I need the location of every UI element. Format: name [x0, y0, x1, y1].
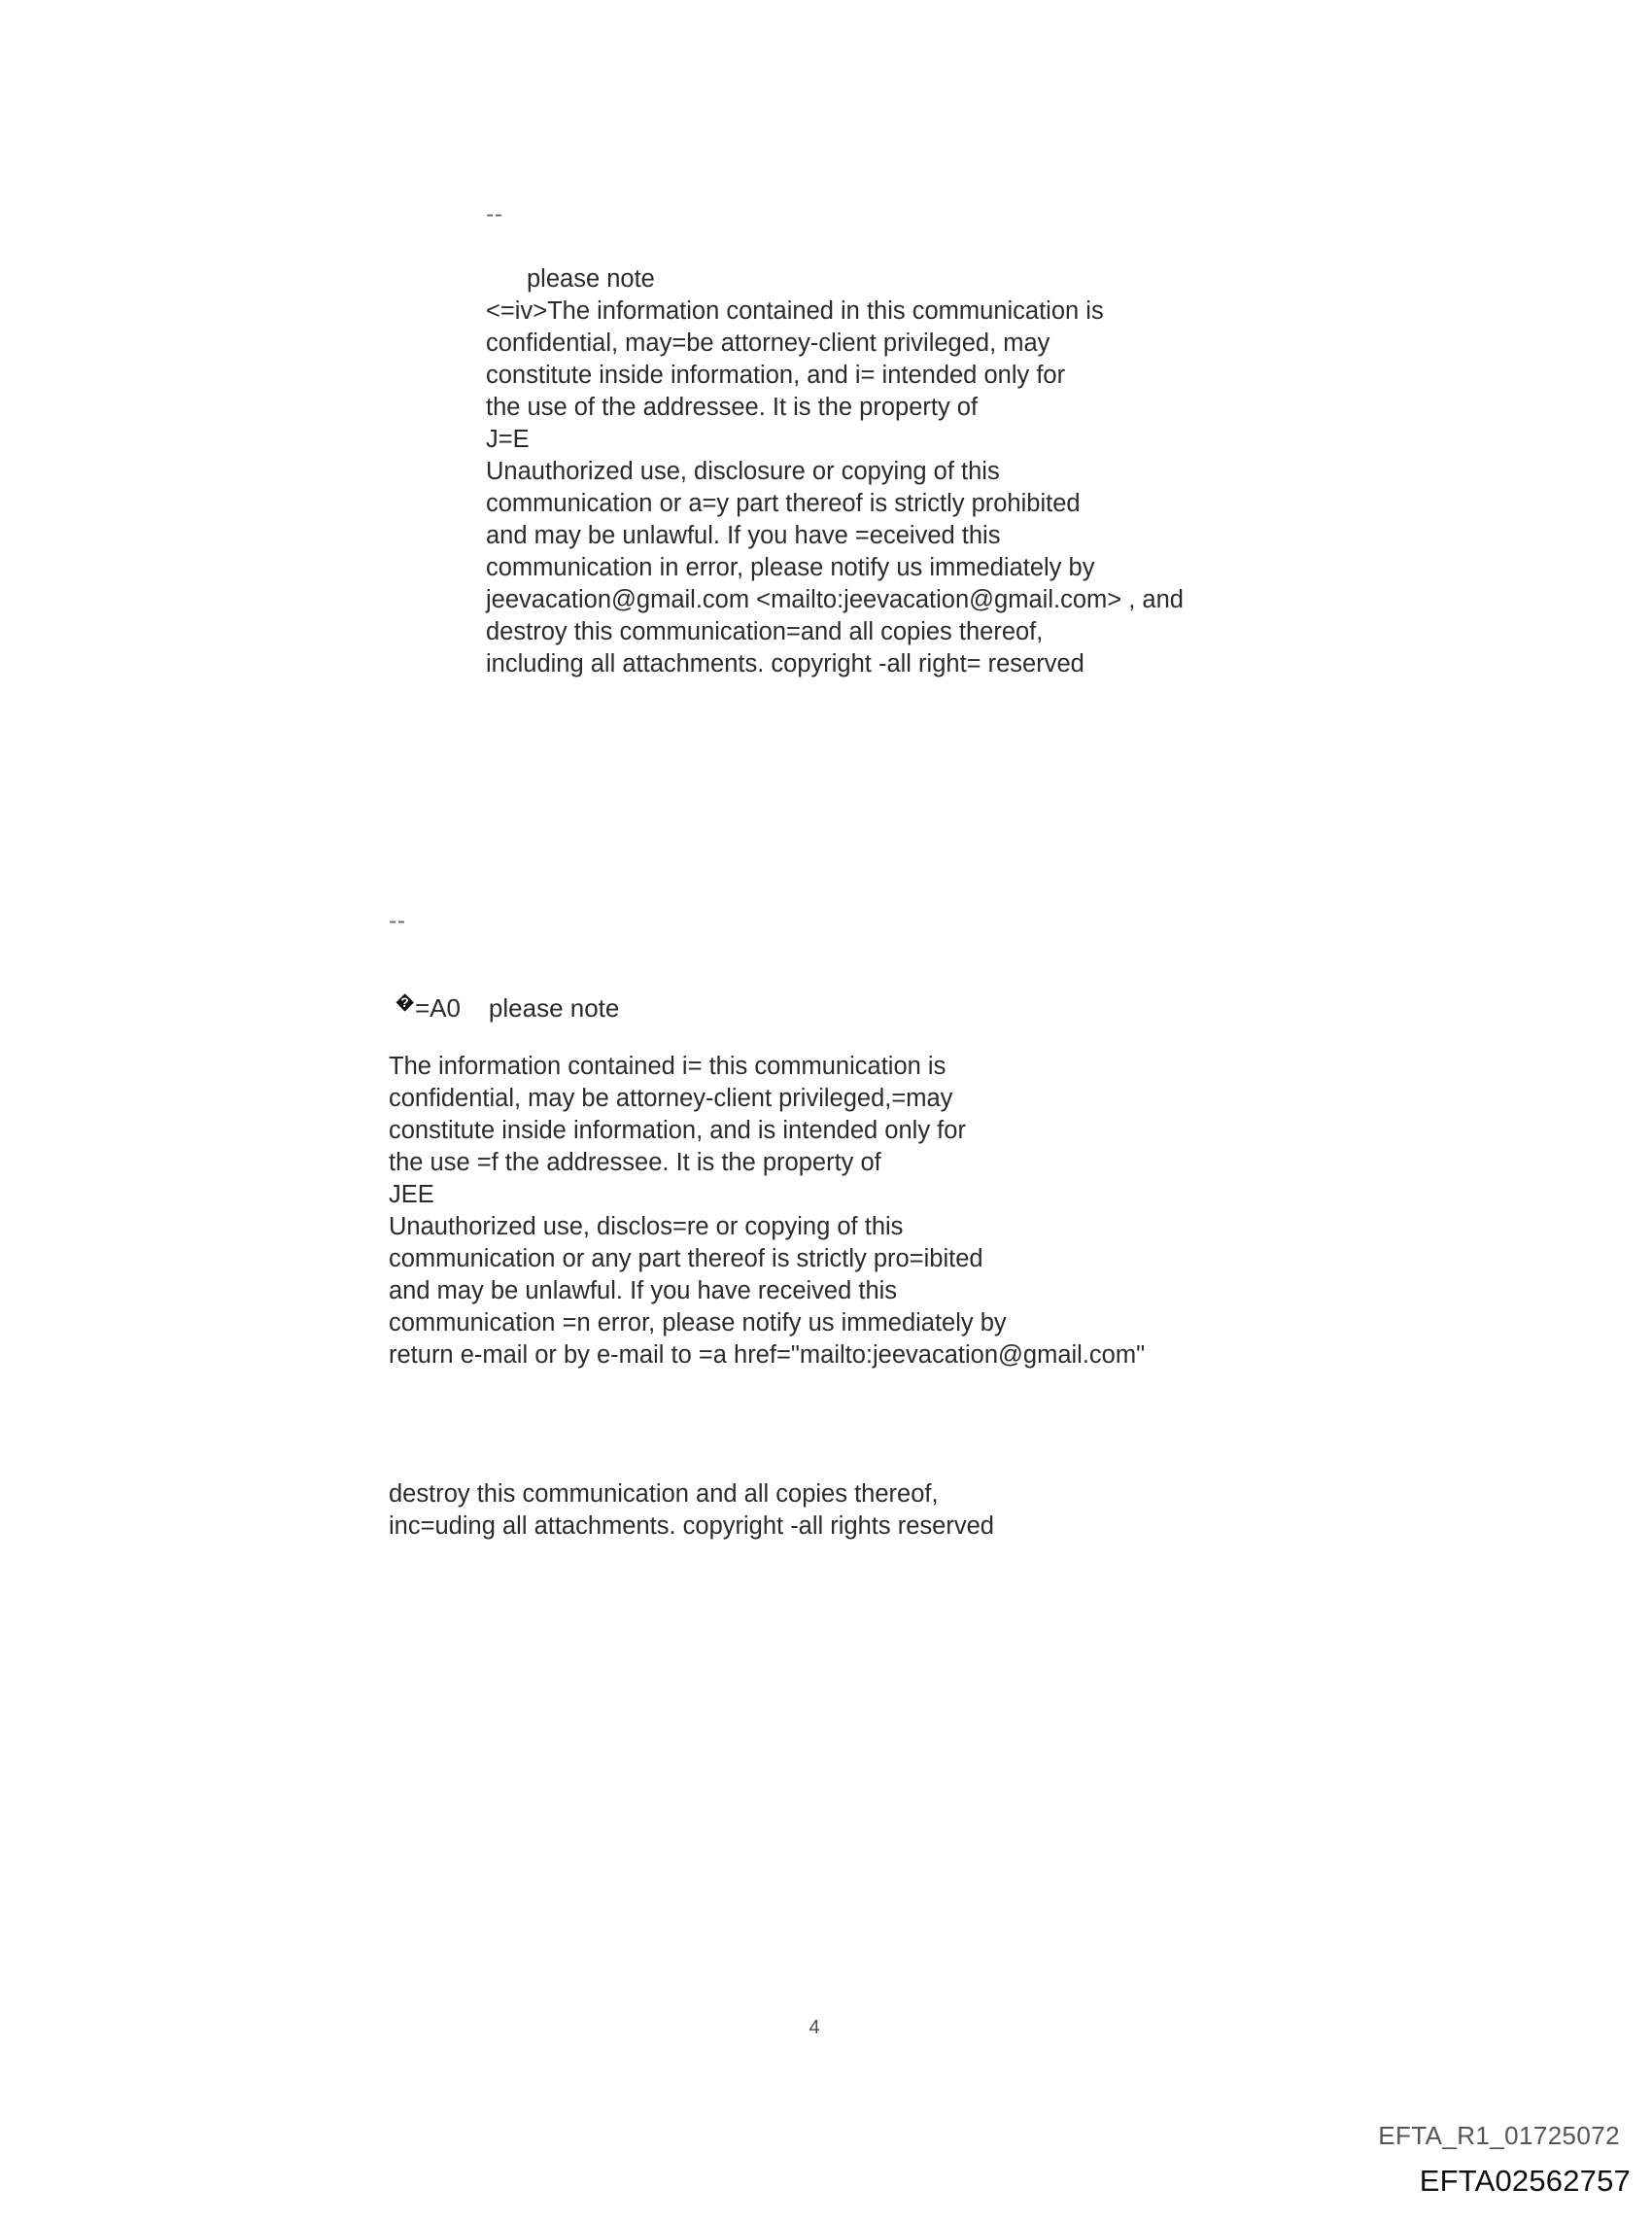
please-note-heading-2: please note: [488, 993, 620, 1023]
disclaimer-body-1: [486, 296, 1360, 677]
disclaimer-line: The information contained i= this communication is: [389, 1053, 946, 1080]
disclaimer-line: return e-mail or by e-mail to =a href="mailto:jeevacation@gmail.com": [389, 1341, 1146, 1369]
disclaimer-line: communication or a=y part thereof is strictly prohibited: [486, 489, 1081, 517]
please-note-heading-row-2: [396, 993, 619, 1024]
replacement-character-icon: ?: [396, 993, 414, 1012]
disclaimer-line: communication =n error, please notify us immediately by: [389, 1309, 1007, 1337]
disclaimer-line: destroy this communication=and all copies thereof,: [486, 617, 1044, 645]
disclaimer-line: <=iv>The information contained in this communication is: [486, 296, 1104, 325]
disclaimer-line: jeevacation@gmail.com <mailto:jeevacation@gmail.com> , and: [486, 585, 1184, 613]
disclaimer-line: the use =f the addressee. It is the property of: [389, 1149, 881, 1176]
disclaimer-line: confidential, may=be attorney-client privileged, may: [486, 329, 1050, 357]
glyph-code: =A0: [415, 993, 461, 1023]
bates-stamp-number: EFTA02562757: [1419, 2164, 1631, 2198]
disclaimer-line: constitute inside information, and i= intended only for: [486, 361, 1066, 389]
disclaimer-line: JEE: [389, 1181, 434, 1208]
disclaimer-line: and may be unlawful. If you have received this: [389, 1277, 898, 1304]
disclaimer-line: constitute inside information, and is intended only for: [389, 1117, 966, 1144]
disclaimer-line: including all attachments. copyright -all right= reserved: [486, 649, 1084, 677]
signature-separator-1: --: [486, 200, 503, 227]
disclaimer-line: the use of the addressee. It is the property of: [486, 393, 979, 421]
disclaimer-line: communication in error, please notify us immediately by: [486, 553, 1095, 581]
disclaimer-line: Unauthorized use, disclosure or copying of this: [486, 457, 1000, 485]
page-number-value: 4: [809, 2017, 820, 2038]
page-number: [0, 2017, 1652, 2039]
heading-gap: [461, 993, 489, 1024]
disclaimer-line: Unauthorized use, disclos=re or copying of this: [389, 1213, 904, 1240]
disclaimer-line: confidential, may be attorney-client privileged,=may: [389, 1085, 953, 1112]
disclaimer-line: J=E: [486, 425, 530, 453]
bates-stamp-production: EFTA_R1_01725072: [1378, 2121, 1620, 2150]
disclaimer-body-2: [389, 1055, 1312, 1546]
signature-block-1: [486, 202, 1360, 684]
please-note-heading-1: please note: [527, 265, 655, 293]
disclaimer-line: destroy this communication and all copies thereof,: [389, 1479, 939, 1508]
disclaimer-line: and may be unlawful. If you have =eceived this: [486, 521, 1001, 549]
disclaimer-line: inc=uding all attachments. copyright -all rights reserved: [389, 1511, 994, 1540]
signature-separator-2: --: [389, 907, 406, 934]
disclaimer-line: communication or any part thereof is strictly pro=ibited: [389, 1245, 983, 1272]
